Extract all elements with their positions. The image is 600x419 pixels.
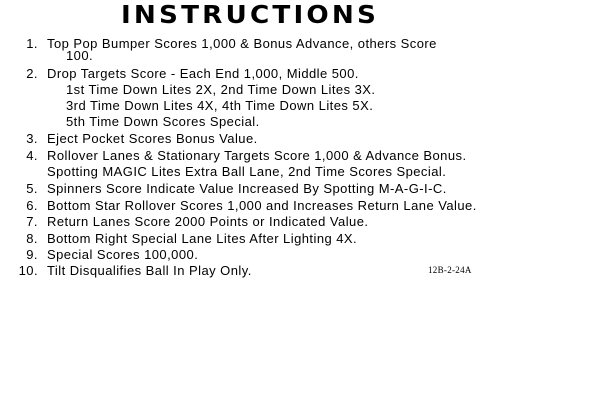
item-text: 3rd Time Down Lites 4X, 4th Time Down Lites 5X.: [66, 98, 374, 113]
item-text: Tilt Disqualifies Ball In Play Only.: [47, 263, 252, 278]
item-text: 5th Time Down Scores Special.: [66, 114, 260, 129]
item-number: 10.: [18, 263, 38, 278]
item-text: Special Scores 100,000.: [47, 247, 199, 262]
item-text: Rollover Lanes & Stationary Targets Score 1,000 & Advance Bonus.: [47, 148, 467, 163]
item-number: 9.: [26, 247, 38, 262]
item-text: 1st Time Down Lites 2X, 2nd Time Down Lites 3X.: [66, 82, 376, 97]
page-title: INSTRUCTIONS: [120, 0, 380, 29]
item-text: Top Pop Bumper Scores 1,000 & Bonus Advance, others Score: [47, 36, 437, 51]
item-text: Bottom Right Special Lane Lites After Lighting 4X.: [47, 231, 358, 246]
item-number: 7.: [26, 214, 38, 229]
item-text: Eject Pocket Scores Bonus Value.: [47, 131, 258, 146]
item-text: Bottom Star Rollover Scores 1,000 and Increases Return Lane Value.: [47, 198, 477, 213]
item-number: 1.: [26, 36, 38, 51]
item-number: 6.: [26, 198, 38, 213]
item-text: Return Lanes Score 2000 Points or Indicated Value.: [47, 214, 369, 229]
item-number: 4.: [26, 148, 38, 163]
item-number: 8.: [26, 231, 38, 246]
item-text: Drop Targets Score - Each End 1,000, Middle 500.: [47, 66, 359, 81]
item-number: 5.: [26, 181, 38, 196]
item-number: 2.: [26, 66, 38, 81]
item-number: 3.: [26, 131, 38, 146]
item-text: 100.: [66, 48, 94, 63]
item-text: Spotting MAGIC Lites Extra Ball Lane, 2nd Time Scores Special.: [47, 164, 447, 179]
item-text: Spinners Score Indicate Value Increased By Spotting M-A-G-I-C.: [47, 181, 447, 196]
part-number-code: 12B-2-24A: [428, 265, 472, 275]
